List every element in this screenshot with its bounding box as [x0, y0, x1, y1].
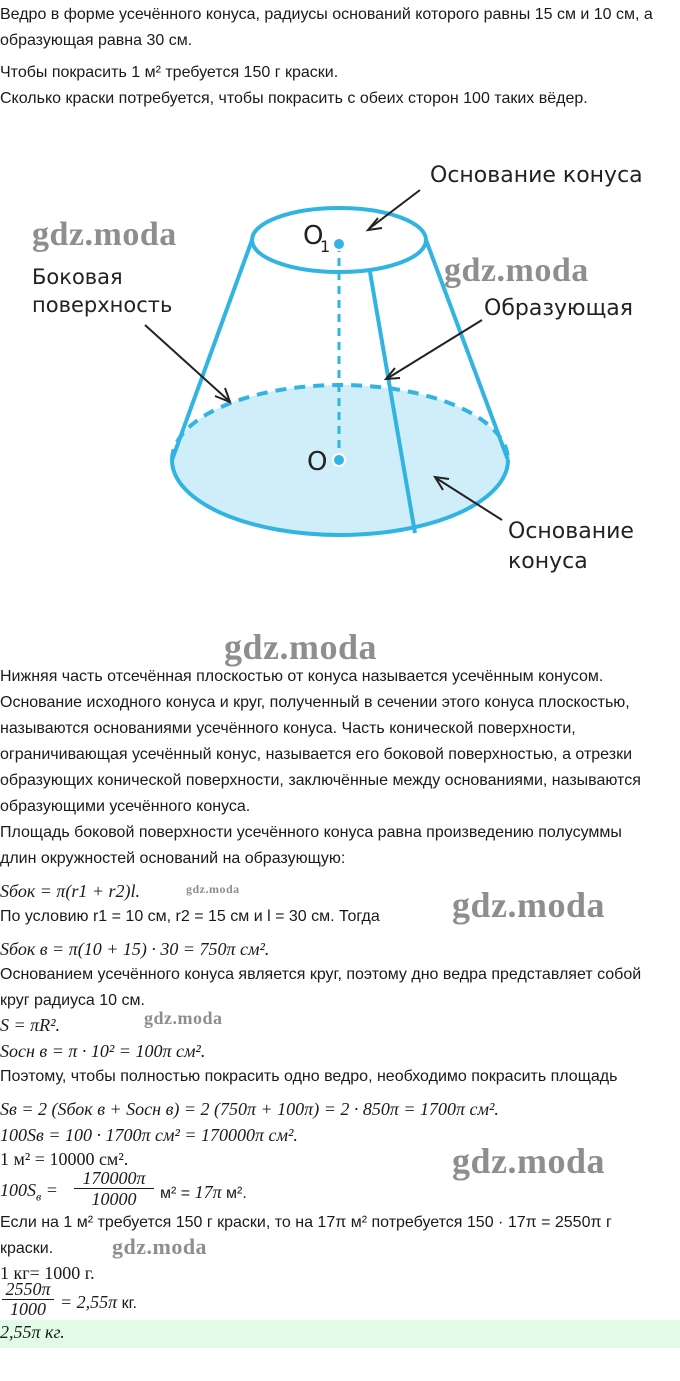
solution-line-5: краски.: [0, 1240, 54, 1257]
formula-one-bucket: Sв = 2 (Sбок в + Sосн в) = 2 (750π + 100π) = 2 · 850π = 1700π см².: [0, 1099, 499, 1119]
fraction-1-denominator: 10000: [91, 1189, 137, 1209]
label-bottom-base-2: конуса: [508, 549, 588, 574]
solution-line-4: Если на 1 м² требуется 150 г краски, то на 17π м² потребуется 150 · 17π = 2550π г: [0, 1214, 612, 1231]
answer-text: 2,55π кг.: [0, 1322, 65, 1342]
fraction-2-denominator: 1000: [10, 1299, 46, 1319]
point-o-dot: [333, 454, 345, 466]
watermark-6: gdz.moda: [144, 1008, 223, 1028]
formula-hundred-buckets: 100Sв = 100 · 1700π см² = 170000π см².: [0, 1125, 298, 1145]
problem-line-4: Сколько краски потребуется, чтобы покрасить с обеих сторон 100 таких вёдер.: [0, 90, 588, 107]
solution-line-1: Основанием усечённого конуса является круг, поэтому дно ведра представляет собой: [0, 966, 642, 983]
answer-box: [0, 1320, 680, 1348]
point-o1-dot: [333, 238, 345, 250]
point-o-label: O: [307, 447, 328, 477]
formula-unit-conversion: 1 м² = 10000 см².: [0, 1149, 129, 1169]
theory-line-7: Площадь боковой поверхности усечённого конуса равна произведению полусуммы: [0, 824, 622, 841]
formula-area-m2: $100S_в$ = $\frac{170000\pi}{10000}$ м² = 17π м².: [0, 1168, 247, 1209]
fraction-1-numerator: 170000π: [74, 1168, 154, 1189]
watermark-7: gdz.moda: [452, 1141, 606, 1181]
formula-lateral-area: Sбок = π(r1 + r2)l.: [0, 881, 141, 901]
theory-line-5: образующих конической поверхности, заключённые между основаниями, называются: [0, 772, 641, 789]
formula-result-kg: $\frac{2550\pi}{1000}$ = 2,55π кг.: [0, 1280, 676, 1320]
theory-line-3: называются основаниями усечённого конуса. Часть конической поверхности,: [0, 720, 576, 737]
formula-kg-conversion: 1 кг= 1000 г.: [0, 1263, 95, 1283]
label-bottom-base-1: Основание: [508, 519, 634, 544]
problem-line-1: Ведро в форме усечённого конуса, радиусы оснований которого равны 15 см и 10 см, а: [0, 6, 653, 23]
solution-line-3: Поэтому, чтобы полностью покрасить одно ведро, необходимо покрасить площадь: [0, 1068, 618, 1085]
theory-line-6: образующими усечённого конуса.: [0, 798, 251, 815]
formula-bucket-lateral: Sбок в = π(10 + 15) · 30 = 750π см².: [0, 939, 270, 959]
watermark-2: gdz.moda: [444, 252, 589, 289]
fraction-2-numerator: 2550π: [2, 1280, 54, 1300]
theory-line-8: длин окружностей оснований на образующую:: [0, 850, 346, 867]
point-o1-subscript: 1: [320, 237, 331, 256]
label-generatrix: Образующая: [484, 296, 634, 321]
watermark-1: gdz.moda: [32, 216, 177, 253]
watermark-3: gdz.moda: [224, 627, 378, 667]
problem-line-3: Чтобы покрасить 1 м² требуется 150 г краски.: [0, 64, 339, 81]
theory-line-2: Основание исходного конуса и круг, полученный в сечении этого конуса плоскостью,: [0, 694, 630, 711]
theory-line-4: ограничивающая усечённый конус, называется его боковой поверхностью, а отрезки: [0, 746, 632, 763]
truncated-cone-figure: [0, 140, 680, 610]
solution-line-2: круг радиуса 10 см.: [0, 992, 145, 1009]
watermark-8: gdz.moda: [112, 1234, 208, 1259]
label-lateral-2: поверхность: [32, 293, 173, 317]
formula-circle-area: S = πR².: [0, 1015, 61, 1035]
theory-line-1: Нижняя часть отсечённая плоскостью от конуса называется усечённым конусом.: [0, 668, 604, 685]
formula-base-area: Sосн в = π · 10² = 100π см².: [0, 1041, 206, 1061]
label-top-base: Основание конуса: [430, 163, 643, 188]
watermark-5: gdz.moda: [452, 885, 606, 925]
watermark-4: gdz.moda: [186, 882, 240, 896]
condition-line: По условию r1 = 10 см, r2 = 15 см и l = 30 см. Тогда: [0, 908, 380, 925]
point-o1-label: O: [303, 221, 324, 251]
label-lateral-1: Боковая: [32, 265, 123, 289]
problem-line-2: образующая равна 30 см.: [0, 32, 193, 49]
